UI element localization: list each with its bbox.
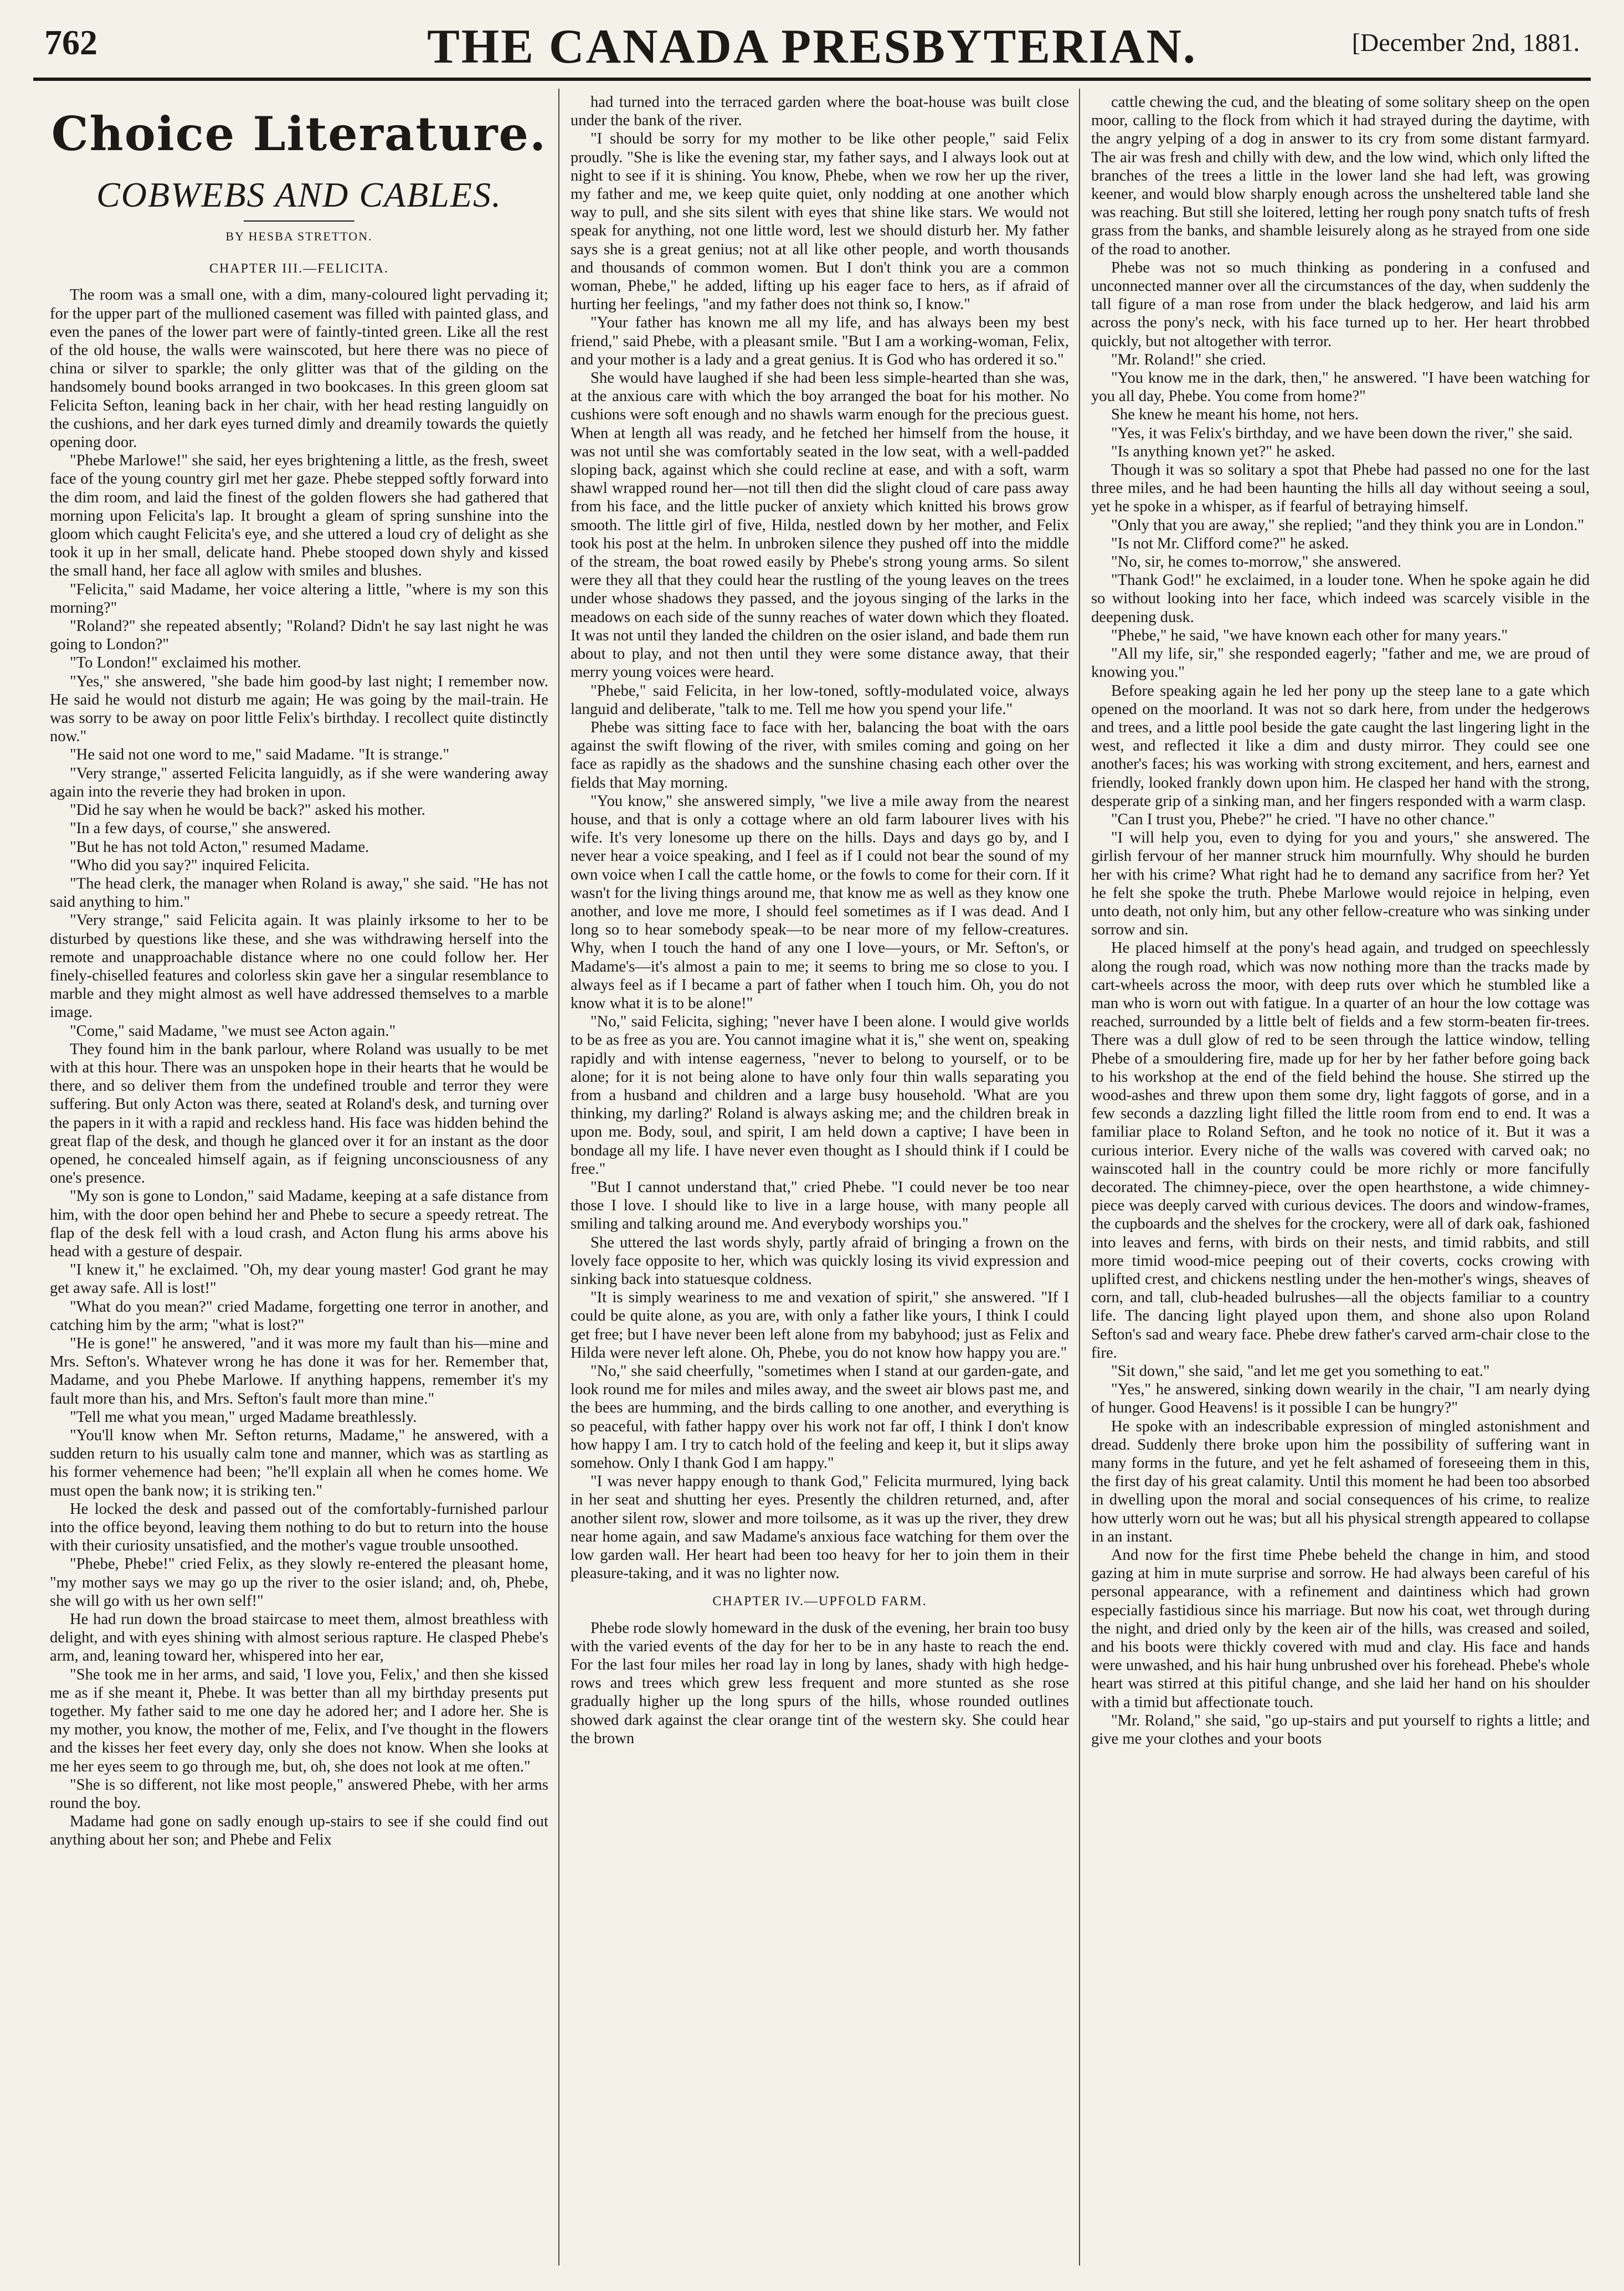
paragraph: "Mr. Roland!" she cried.: [1111, 351, 1266, 368]
paragraph: "Did he say when he would be back?" asked his mother.: [70, 802, 425, 819]
paragraph: "Mr. Roland," she said, "go up-stairs and put yourself to rights a little; and give me your clothes and your boots: [1091, 1712, 1590, 1748]
paragraph: He locked the desk and passed out of the comfortably-furnished parlour into the office beyond, leaving them nothing to do but to return into the house with their curiosity unsatisfied, and the mother's vague trouble unsoothed.: [50, 1500, 548, 1555]
byline: BY HESBA STRETTON.: [225, 229, 373, 243]
paragraph: "Phebe Marlowe!" she said, her eyes brightening a little, as the fresh, sweet face of the young country girl met her gaze. Phebe stepped softly forward into the dim room, and laid the finest of the golden flowers she had gathered that morning upon Felicita's lap. It brought a gleam of spring sunshine into the gloom which caught Felicita's eye, and she uttered a loud cry of delight as she took it up in her small, delicate hand. Phebe stooped down shyly and kissed the small hand, her face all aglow with smiles and blushes.: [50, 452, 548, 580]
paragraph: "You know me in the dark, then," he answered. "I have been watching for you all day, Phebe. You come from home?": [1091, 369, 1590, 405]
paragraph: "To London!" exclaimed his mother.: [70, 654, 301, 672]
paragraph: "Your father has known me all my life, and has always been my best friend," said Phebe, with a pleasant smile. "But I am a working-woman, Felix, and your mother is a lady and a great genius. It is God who has ordered it so.": [571, 314, 1069, 368]
paragraph: "What do you mean?" cried Madame, forgetting one terror in another, and catching him by the arm; "what is lost?": [50, 1298, 548, 1334]
paragraph: "No," said Felicita, sighing; "never have I been alone. I would give worlds to be as free as you are. You cannot imagine what it is," she went on, speaking rapidly and with intense eagerness, "never to belong to yourself, or to be alone; for it is not being alone to have only four thin walls separating you from a husband and children and a large busy household. 'What are you thinking, my darling?' Roland is always asking me; and the children break in upon me. Body, soul, and spirit, I am held down a captive; I have been in bondage all my life. I have never even thought as I should think if I could be free.": [571, 1013, 1069, 1178]
paragraph: "Roland?" she repeated absently; "Roland? Didn't he say last night he was going to London?": [50, 618, 548, 654]
paragraph: Though it was so solitary a spot that Phebe had passed no one for the last three miles, and he had been haunting the hills all day without seeing a soul, yet he spoke in a whisper, as if fearful of betraying himself.: [1091, 461, 1590, 516]
paragraph: "She took me in her arms, and said, 'I love you, Felix,' and then she kissed me as if she meant it, Phebe. It was better than all my birthday presents put together. My father said to me one day he adored her; and I adore her. She is my mother, you know, the mother of me, Felix, and I've thought in the flowers and the kisses her feet every day, only she does not know. When she looks at me her eyes seem to go through me, but, oh, she does not look at me often.": [50, 1666, 548, 1775]
paragraph: "Sit down," she said, "and let me get you something to eat.": [1111, 1363, 1490, 1380]
paragraph: And now for the first time Phebe beheld the change in him, and stood gazing at him in mute surprise and sorrow. He had always been careful of his personal appearance, with a refinement and daintiness which had grown especially fastidious since his marriage. But now his coat, wet through during the night, and dried only by the keen air of the hills, was creased and soiled, and his boots were thickly covered with mud and clay. His face and hands were unwashed, and his hair hung unbrushed over his forehead. Phebe's whole heart was stirred at this pitiful change, and she laid her hand on his shoulder with a timid but affectionate touch.: [1091, 1547, 1590, 1711]
paragraph: "My son is gone to London," said Madame, keeping at a safe distance from him, with the door open behind her and Phebe to secure a speedy retreat. The flap of the desk fell with a loud crash, and Acton flung his arms above his head with a gesture of despair.: [50, 1188, 548, 1260]
paragraph: "Very strange," said Felicita again. It was plainly irksome to her to be disturbed by questions like these, and she was withdrawing herself into the remote and unapproachable distance where no one could follow her. Her finely-chiselled features and colorless skin gave her a singular resemblance to marble and they might almost as well have addressed themselves to a marble image.: [50, 912, 548, 1021]
paragraph: "She is so different, not like most people," answered Phebe, with her arms round the boy.: [50, 1776, 548, 1812]
paragraph: "Only that you are away," she replied; "and they think you are in London.": [1111, 516, 1584, 534]
paragraph: "But I cannot understand that," cried Phebe. "I could never be too near those I love. I should like to live in a large house, with many people all smiling and talking around me. And everybody worships you.": [571, 1178, 1069, 1233]
story-title: COBWEBS AND CABLES.: [96, 175, 502, 214]
paragraph: He had run down the broad staircase to meet them, almost breathless with delight, and with eyes shining with almost serious rapture. He clasped Phebe's arm, and, leaning toward her, whispered into her ear,: [50, 1611, 548, 1665]
paragraph: "Yes," she answered, "she bade him good-by last night; I remember now. He said he would not disturb me again; He was going by the mail-train. He was sorry to be away on poor little Felix's birthday. I recollect quite distinctly now.": [50, 672, 548, 746]
paragraph: "In a few days, of course," she answered.: [70, 820, 331, 838]
paragraph: "I was never happy enough to thank God," Felicita murmured, lying back in her seat and shutting her eyes. Presently the children returned, and, after another silent row, slower and more toilsome, as it was up the river, they drew near home again, and saw Madame's anxious face watching for them over the low garden wall. Her heart had been too heavy for her to join them in their pleasure-taking, and it was no lighter now.: [571, 1473, 1069, 1583]
paragraph: Before speaking again he led her pony up the steep lane to a gate which opened on the moorland. It was not so dark here, from under the hedgerows and trees, and a little pool beside the gate caught the last lingering light in the west, and reflected it like a dim and dusty mirror. They could see one another's faces; his was working with strong excitement, and hers, earnest and friendly, looked frankly down upon him. He clasped her hand with the strong, desperate grip of a sinking man, and her fingers responded with a warm clasp.: [1091, 682, 1590, 810]
paragraph: "Very strange," asserted Felicita languidly, as if she were wandering away again into the reverie they had broken in upon.: [50, 764, 548, 800]
title-rule: [244, 220, 354, 222]
paragraph: "Thank God!" he exclaimed, in a louder tone. When he spoke again he did so without looking into her face, which indeed was scarcely visible in the deepening dusk.: [1091, 572, 1590, 626]
paragraph: "You know," she answered simply, "we live a mile away from the nearest house, and that is only a cottage where an old farm labourer lives with his wife. It's very lonesome up there on the hills. Days and days go by, and I never hear a voice speaking, and I feel as if I could not bear the sound of my own voice when I call the cattle home, or the fowls to come for their corn. If it wasn't for the living things around me, that know me as well as they know one another, and love me more, I should feel sometimes as if I was dead. And I long so to hear somebody speak—to be near more of my fellow-creatures. Why, when I touch the hand of any one I love—yours, or Mr. Sefton's, or Madame's—it's almost a pain to me; it seems to bring me so close to you. I always feel as if I became a part of father when I touch him. Oh, you do not know what it is to be alone!": [571, 792, 1069, 1012]
column-2-text-b: [571, 1619, 1069, 1748]
paragraph: She uttered the last words shyly, partly afraid of bringing a frown on the lovely face opposite to her, which was quickly losing its vivid expression and sinking back into statuesque coldness.: [571, 1234, 1069, 1288]
paragraph: "All my life, sir," she responded eagerly; "father and me, we are proud of knowing you.": [1091, 645, 1590, 681]
column-divider: [558, 89, 559, 2266]
paragraph: "No," she said cheerfully, "sometimes when I stand at our garden-gate, and look round me for miles and miles away, and the sweet air blows past me, and the bees are humming, and the birds calling to one another, and everything is so peaceful, with father happy over his work not far off, I think I don't know how happy I am. I try to catch hold of the feeling and keep it, but it slips away somehow. Only I thank God I am happy.": [571, 1363, 1069, 1472]
column-2-text-a: [571, 93, 1069, 1583]
paragraph: "Yes, it was Felix's birthday, and we have been down the river," she said.: [1111, 424, 1573, 442]
paragraph: "Is not Mr. Clifford come?" he asked.: [1111, 535, 1349, 552]
section-title: Choice Literature.: [51, 106, 547, 161]
paragraph: "Tell me what you mean," urged Madame breathlessly.: [70, 1408, 417, 1426]
paragraph: "He is gone!" he answered, "and it was more my fault than his—mine and Mrs. Sefton's. Whatever wrong he has done it was for her. Remember that, Madame, and you Phebe Marlowe. If anything happens, remember it's my fault more than his, and Mrs. Sefton's fault more than mine.": [50, 1334, 548, 1408]
paragraph: She knew he meant his home, not hers.: [1111, 406, 1359, 424]
paragraph: "Phebe," said Felicita, in her low-toned, softly-modulated voice, always languid and deliberate, "talk to me. Tell me how you spend your life.": [571, 682, 1069, 718]
paragraph: The room was a small one, with a dim, many-coloured light pervading it; for the upper part of the mullioned casement was filled with painted glass, and even the panes of the lower part were of faintly-tinted green. Like all the rest of the old house, the walls were wainscoted, but here there was no piece of china or silver to sparkle; the only glitter was that of the gilding on the handsomely bound books arranged in two bookcases. In this green gloom sat Felicita Sefton, leaning back in her chair, with her head resting languidly on the cushions, and her dark eyes turned dimly and dreamily towards the quietly opening door.: [50, 286, 548, 451]
issue-date: [December 2nd, 1881.: [1351, 28, 1580, 56]
paragraph: "Phebe, Phebe!" cried Felix, as they slowly re-entered the pleasant home, "my mother says we may go up the river to the osier island; and, oh, Phebe, she will go with us her own self!": [50, 1555, 548, 1610]
paragraph: "Who did you say?" inquired Felicita.: [70, 856, 310, 874]
paragraph: Phebe was sitting face to face with her, balancing the boat with the oars against the swift flowing of the river, with smiles coming and going on her face as rapidly as the shadows and the sunshine chasing each other over the fields that May morning.: [571, 718, 1069, 792]
paragraph: "I will help you, even to dying for you and yours," she answered. The girlish fervour of her manner struck him mournfully. Why should he burden her with his crime? What right had he to demand any sacrifice from her? Yet he felt she spoke the truth. Phebe Marlowe would rejoice in helping, even unto death, not only him, but any other fellow-creature who was sinking under sorrow and sin.: [1091, 829, 1590, 939]
paragraph: "Felicita," said Madame, her voice altering a little, "where is my son this morning?": [50, 581, 548, 617]
paragraph: She would have laughed if she had been less simple-hearted than she was, at the anxious care with which the boy arranged the boat for his mother. No cushions were soft enough and no shawls warm enough for the precious guest. When at length all was ready, and he fetched her himself from the house, it was not until she was comfortably seated in the low seat, with a well-padded sloping back, against which she could recline at ease, and with a soft, warm shawl wrapped round her—not till then did the slight cloud of care pass away from his face, and the little pucker of anxiety which knitted his brows grow smooth. The little girl of five, Hilda, nestled down by her mother, and Felix took his post at the helm. In unbroken silence they pushed off into the middle of the stream, the boat rowed easily by Phebe's strong young arms. So silent were they all that they could hear the rustling of the young leaves on the trees under whose shadows they passed, and the joyous singing of the larks in the meadows on each side of the sunny reaches of water down which they floated. It was not until they landed the children on the osier island, and bade them run about to play, and not then until they were some distance away, that their merry young voices were heard.: [571, 369, 1069, 681]
paragraph: He spoke with an indescribable expression of mingled astonishment and dread. Suddenly there broke upon him the possibility of suffering want in many forms in the future, and yet he felt ashamed of foreseeing them in this, the first day of his great calamity. Until this moment he had been too absorbed in dwelling upon the moral and social consequences of his crime, to realize how utterly worn out he was; but all his physical strength appeared to collapse in an instant.: [1091, 1417, 1590, 1545]
masthead: [33, 17, 1591, 78]
paragraph: "Phebe," he said, "we have known each other for many years.": [1111, 626, 1508, 644]
paragraph: "Is anything known yet?" he asked.: [1111, 443, 1335, 460]
paragraph: "No, sir, he comes to-morrow," she answered.: [1111, 553, 1401, 571]
paragraph: cattle chewing the cud, and the bleating of some solitary sheep on the open moor, calling to the flock from which it had strayed during the daytime, with the angry yelping of a dog in answer to its cry from some distant farmyard. The air was fresh and chilly with dew, and the low wind, which only lifted the branches of the trees a little in the lower land she had left, was growing keener, and would blow sharply enough across the unsheltered table land she was reaching. But still she loitered, letting her rough pony snatch tufts of fresh grass from the banks, and shamble leisurely along as he strayed from one side of the road to another.: [1091, 94, 1590, 258]
newspaper-title: THE CANADA PRESBYTERIAN.: [427, 20, 1197, 74]
paragraph: "Can I trust you, Phebe?" he cried. "I have no other chance.": [1111, 810, 1495, 828]
masthead-rule: [33, 78, 1591, 81]
column-1-text: [50, 286, 548, 1849]
paragraph: "He said not one word to me," said Madame. "It is strange.": [70, 746, 450, 764]
paragraph: "But he has not told Acton," resumed Madame.: [70, 838, 369, 856]
column-3-text: [1091, 93, 1590, 1748]
column-3: [1091, 93, 1590, 2264]
paragraph: Phebe was not so much thinking as pondering in a confused and unconnected manner over all the circumstances of the day, when suddenly the tall figure of a man rose from under the black hedgerow, and laid his arm across the pony's neck, with his face turned up to her. Her heart throbbed quickly, but not altogether with terror.: [1091, 259, 1590, 350]
column-divider: [1079, 89, 1080, 2266]
paragraph: "It is simply weariness to me and vexation of spirit," she answered. "If I could be quite alone, as you are, with only a father like yours, I think I could get free; but I have never been left alone from my babyhood; just as Felix and Hilda were never left alone. Oh, Phebe, you do not know how happy you are.": [571, 1289, 1069, 1362]
column-2: [571, 93, 1069, 2264]
paragraph: Phebe rode slowly homeward in the dusk of the evening, her brain too busy with the varied events of the day for her to be in any haste to reach the end. For the last four miles her road lay in long by lanes, shady with high hedge-rows and trees which grew less frequent and more stunted as she rose gradually higher up the long spurs of the hills, whose rounded outlines showed dark against the clear orange tint of the western sky. She could hear the brown: [571, 1619, 1069, 1747]
paragraph: Madame had gone on sadly enough up-stairs to see if she could find out anything about her son; and Phebe and Felix: [50, 1813, 548, 1849]
paragraph: "I should be sorry for my mother to be like other people," said Felix proudly. "She is like the evening star, my father says, and I always look out at night to see if it is shining. You know, Phebe, when we row her up the river, my father and me, we keep quite quiet, only nodding at one another which way to pull, and she sits silent with eyes that shine like stars. We would not speak for anything, not one little word, lest we should disturb her. My father says she is a great genius; not at all like other people, and worth thousands and thousands of common women. But I don't think you are a common woman, Phebe," he added, lifting up his eager face to hers, as if afraid of hurting her feelings, "and my father does not think so, I know.": [571, 130, 1069, 314]
chapter-heading: CHAPTER III.—FELICITA.: [209, 261, 389, 276]
paragraph: "You'll know when Mr. Sefton returns, Madame," he answered, with a sudden return to his usually calm tone and manner, which was as startling as his former vehemence had been; "he'll explain all when he comes home. We must open the bank now; it is striking ten.": [50, 1427, 548, 1499]
column-1: [50, 93, 548, 2264]
chapter-heading: CHAPTER IV.—UPFOLD FARM.: [712, 1594, 927, 1609]
paragraph: "Yes," he answered, sinking down wearily in the chair, "I am nearly dying of hunger. Good Heavens! is it possible I can be hungry?": [1091, 1381, 1590, 1417]
paragraph: had turned into the terraced garden where the boat-house was built close under the bank of the river.: [571, 94, 1069, 130]
paragraph: "Come," said Madame, "we must see Acton again.": [70, 1022, 396, 1040]
paragraph: He placed himself at the pony's head again, and trudged on speechlessly along the rough road, which was now nothing more than the tracks made by cart-wheels across the moor, with deep ruts over which he stumbled like a man who is worn out with fatigue. In a quarter of an hour the low cottage was reached, surrounded by a little belt of fields and a few storm-beaten fir-trees. There was a dull glow of red to be seen through the lattice window, telling Phebe of a smouldering fire, made up for her by her father before going back to his workshop at the end of the field behind the house. She stirred up the wood-ashes and threw upon them some dry, light faggots of gorse, and in a few seconds a dazzling light filled the little room from end to end. It was a familiar place to Roland Sefton, and he took no notice of it. But it was a curious interior. Every niche of the walls was covered with carved oak; no wainscoted hall in the country could be more richly or more fancifully decorated. The chimney-piece, over the open hearthstone, a wide chimney-piece was deeply carved with curious devices. The doors and window-frames, the cupboards and the shelves for the crockery, were all of dark oak, fashioned into leaves and ferns, with birds on their nests, and timid rabbits, and still more timid wood-mice peeping out of their coverts, cocks crowing with uplifted crest, and chickens nestling under the hen-mother's wings, sheaves of corn, and tall, club-headed bulrushes—all the objects familiar to a country life. The dancing light played upon them, and shone also upon Roland Sefton's sad and weary face. Phebe drew father's carved arm-chair close to the fire.: [1091, 939, 1590, 1362]
paragraph: They found him in the bank parlour, where Roland was usually to be met with at this hour. There was an unspoken hope in their hearts that he would be there, and so deliver them from the undefined trouble and terror they were suffering. But only Acton was there, seated at Roland's desk, and turning over the papers in it with a rapid and reckless hand. His face was hidden behind the great flap of the desk, and though he glanced over it for an instant as the door opened, he concealed himself again, as if feigning unconsciousness of any one's presence.: [50, 1040, 548, 1187]
paragraph: "The head clerk, the manager when Roland is away," she said. "He has not said anything to him.": [50, 875, 548, 911]
paragraph: "I knew it," he exclaimed. "Oh, my dear young master! God grant he may get away safe. All is lost!": [50, 1261, 548, 1297]
page-number: 762: [44, 23, 97, 62]
